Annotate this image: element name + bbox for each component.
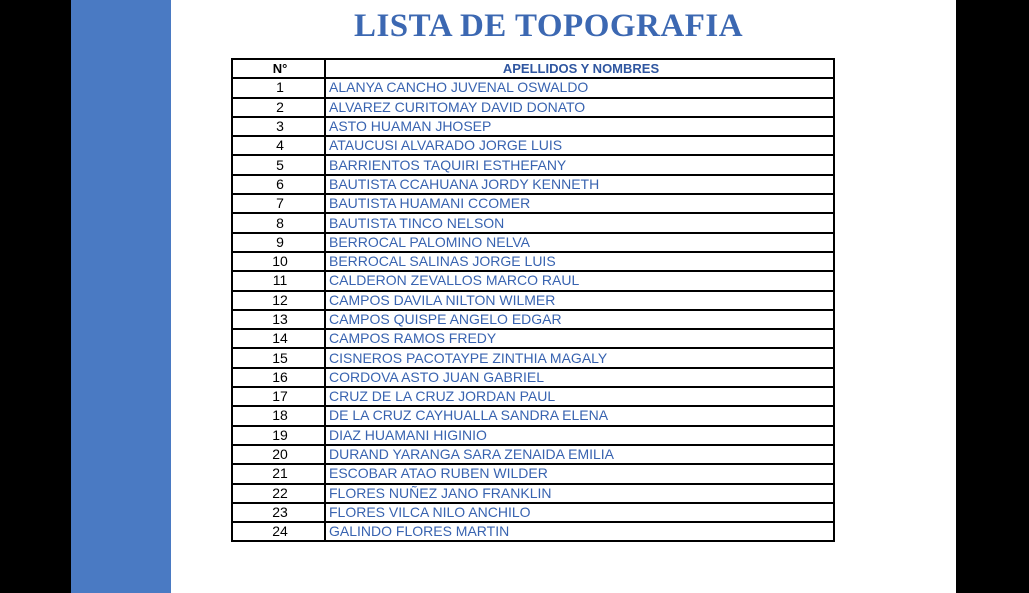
row-number: 23 — [232, 503, 325, 522]
row-full-name: ESCOBAR ATAO RUBEN WILDER — [325, 464, 834, 483]
table-row — [232, 291, 834, 310]
row-number: 18 — [232, 406, 325, 425]
table-row — [232, 426, 834, 445]
row-full-name: GALINDO FLORES MARTIN — [325, 522, 834, 541]
table-row — [232, 464, 834, 483]
row-number: 5 — [232, 155, 325, 174]
row-full-name: FLORES NUÑEZ JANO FRANKLIN — [325, 484, 834, 503]
header-number: N° — [232, 59, 325, 78]
row-number: 9 — [232, 233, 325, 252]
row-full-name: BAUTISTA TINCO NELSON — [325, 213, 834, 232]
row-full-name: CISNEROS PACOTAYPE ZINTHIA MAGALY — [325, 348, 834, 367]
row-number: 21 — [232, 464, 325, 483]
table-row — [232, 252, 834, 271]
row-full-name: CORDOVA ASTO JUAN GABRIEL — [325, 368, 834, 387]
table-row — [232, 522, 834, 541]
row-number: 17 — [232, 387, 325, 406]
row-full-name: CAMPOS QUISPE ANGELO EDGAR — [325, 310, 834, 329]
row-full-name: CAMPOS DAVILA NILTON WILMER — [325, 291, 834, 310]
row-number: 7 — [232, 194, 325, 213]
row-number: 8 — [232, 213, 325, 232]
table-row — [232, 368, 834, 387]
table-row — [232, 271, 834, 290]
row-full-name: ALANYA CANCHO JUVENAL OSWALDO — [325, 78, 834, 97]
table-header-row — [232, 59, 834, 78]
table-row — [232, 175, 834, 194]
row-full-name: ATAUCUSI ALVARADO JORGE LUIS — [325, 136, 834, 155]
table-row — [232, 213, 834, 232]
row-full-name: DIAZ HUAMANI HIGINIO — [325, 426, 834, 445]
table-row — [232, 194, 834, 213]
table-row — [232, 155, 834, 174]
table-body — [232, 78, 834, 541]
row-number: 15 — [232, 348, 325, 367]
row-number: 11 — [232, 271, 325, 290]
row-full-name: CRUZ DE LA CRUZ JORDAN PAUL — [325, 387, 834, 406]
table-row — [232, 387, 834, 406]
table-row — [232, 503, 834, 522]
table-row — [232, 233, 834, 252]
row-full-name: FLORES VILCA NILO ANCHILO — [325, 503, 834, 522]
row-number: 12 — [232, 291, 325, 310]
table-row — [232, 348, 834, 367]
row-number: 6 — [232, 175, 325, 194]
row-number: 10 — [232, 252, 325, 271]
row-number: 4 — [232, 136, 325, 155]
table-row — [232, 98, 834, 117]
row-full-name: ASTO HUAMAN JHOSEP — [325, 117, 834, 136]
table-row — [232, 484, 834, 503]
student-table — [231, 58, 835, 542]
table-row — [232, 329, 834, 348]
header-names: APELLIDOS Y NOMBRES — [325, 59, 834, 78]
row-full-name: DURAND YARANGA SARA ZENAIDA EMILIA — [325, 445, 834, 464]
row-number: 19 — [232, 426, 325, 445]
row-full-name: ALVAREZ CURITOMAY DAVID DONATO — [325, 98, 834, 117]
table-row — [232, 136, 834, 155]
row-full-name: BARRIENTOS TAQUIRI ESTHEFANY — [325, 155, 834, 174]
table-row — [232, 117, 834, 136]
row-number: 1 — [232, 78, 325, 97]
row-full-name: CALDERON ZEVALLOS MARCO RAUL — [325, 271, 834, 290]
row-full-name: BAUTISTA HUAMANI CCOMER — [325, 194, 834, 213]
row-number: 20 — [232, 445, 325, 464]
row-number: 3 — [232, 117, 325, 136]
row-full-name: BERROCAL PALOMINO NELVA — [325, 233, 834, 252]
table-row — [232, 445, 834, 464]
row-number: 22 — [232, 484, 325, 503]
row-full-name: CAMPOS RAMOS FREDY — [325, 329, 834, 348]
row-number: 16 — [232, 368, 325, 387]
table-row — [232, 406, 834, 425]
row-number: 14 — [232, 329, 325, 348]
row-number: 13 — [232, 310, 325, 329]
accent-side-bar — [71, 0, 171, 593]
page-title: LISTA DE TOPOGRAFIA — [353, 8, 744, 44]
table-row — [232, 310, 834, 329]
table-row — [232, 78, 834, 97]
row-full-name: DE LA CRUZ CAYHUALLA SANDRA ELENA — [325, 406, 834, 425]
row-full-name: BAUTISTA CCAHUANA JORDY KENNETH — [325, 175, 834, 194]
slide — [71, 0, 956, 593]
row-number: 24 — [232, 522, 325, 541]
row-full-name: BERROCAL SALINAS JORGE LUIS — [325, 252, 834, 271]
row-number: 2 — [232, 98, 325, 117]
